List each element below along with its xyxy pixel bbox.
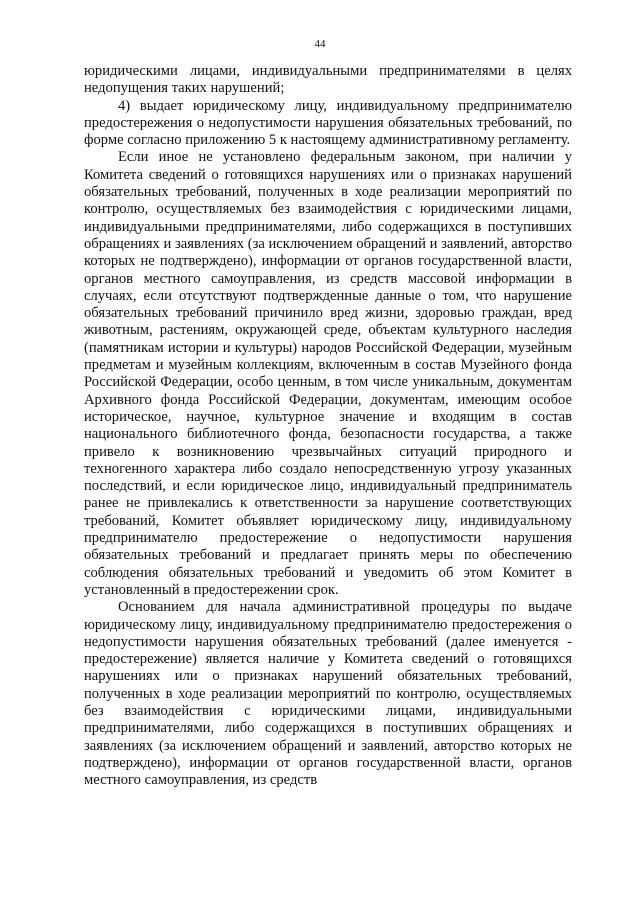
paragraph-continuation: юридическими лицами, индивидуальными предпринимателями в целях недопущения таких нарушений; (84, 63, 572, 97)
paragraph-item-4: 4) выдает юридическому лицу, индивидуальному предпринимателю предостережения о недопустимости нарушения обязательных требований, по форме согласно приложению 5 к настоящему административному регламенту. (84, 97, 572, 149)
page-number: 44 (314, 38, 326, 50)
paragraph-procedure-basis: Основанием для начала административной процедуры по выдаче юридическому лицу, индивидуальному предпринимателю предостережения о недопустимости нарушения обязательных требований (далее именуется - предостережение) является наличие у Комитета сведений о готовящихся нарушениях или о признаках нарушений обязательных требований, полученных в ходе реализации мероприятий по контролю, осуществляемых без взаимодействия с юридическими лицами, индивидуальными предпринимателями, либо содержащихся в поступивших обращениях и заявлениях (за исключением обращений и заявлений, авторство которых не подтверждено), информации от органов государственной власти, органов местного самоуправления, из средств (84, 599, 572, 789)
paragraph-warning-conditions: Если иное не установлено федеральным законом, при наличии у Комитета сведений о готовящихся нарушениях или о признаках нарушений обязательных требований, полученных в ходе реализации мероприятий по контролю, осуществляемых без взаимодействия с юридическими лицами, индивидуальными предпринимателями, либо содержащихся в поступивших обращениях и заявлениях (за исключением обращений и заявлений, авторство которых не подтверждено), информации от органов государственной власти, органов местного самоуправления, из средств массовой информации в случаях, если отсутствуют подтвержденные данные о том, что нарушение обязательных требований причинило вред жизни, здоровью граждан, вред животным, растениям, окружающей среде, объектам культурного наследия (памятникам истории и культуры) народов Российской Федерации, музейным предметам и музейным коллекциям, включенным в состав Музейного фонда Российской Федерации, особо ценным, в том числе уникальным, документам Архивного фонда Российской Федерации, документам, имеющим особое историческое, научное, культурное значение и входящим в состав национального библиотечного фонда, безопасности государства, а также привело к возникновению чрезвычайных ситуаций природного и техногенного характера либо создало непосредственную угрозу указанных последствий, и если юридическое лицо, индивидуальный предприниматель ранее не привлекались к ответственности за нарушение соответствующих требований, Комитет объявляет юридическому лицу, индивидуальному предпринимателю предостережение о недопустимости нарушения обязательных требований и предлагает принять меры по обеспечению соблюдения обязательных требований и уведомить об этом Комитет в установленный в предостережении срок. (84, 149, 572, 598)
document-body (84, 63, 572, 789)
